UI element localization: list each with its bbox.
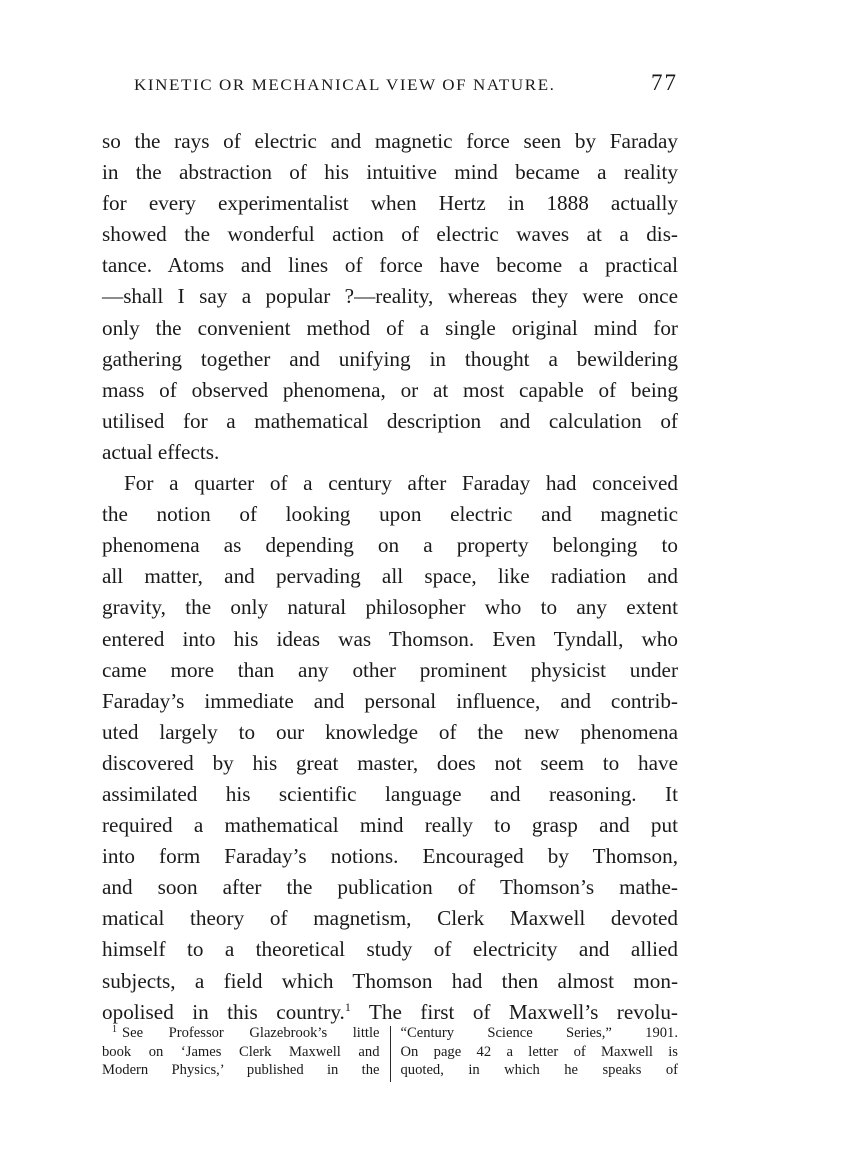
text-line: —shall I say a popular ?—reality, whereas they were once [102,284,678,309]
text-fragment: The first of Maxwell’s revolu- [368,999,678,1024]
text-line: all matter, and pervading all space, like radiation and [102,564,678,589]
text-line: entered into his ideas was Thomson. Even Tyndall, who [102,626,678,651]
text-line: in the abstraction of his intuitive mind became a reality [102,160,678,185]
text-line: Faraday’s immediate and personal influence, and contrib- [102,688,678,713]
text-line: mass of observed phenomena, or at most capable of being [102,377,678,402]
footnote-column-right [401,1024,679,1086]
text-line: phenomena as depending on a property belonging to [102,533,678,558]
footnote-text: See Professor Glazebrook’s little [122,1025,380,1041]
footnote-line: book on ‘James Clerk Maxwell and [102,1043,380,1060]
text-line: the notion of looking upon electric and magnetic [102,502,678,527]
footnote-line: quoted, in which he speaks of [400,1062,678,1078]
text-line: uted largely to our knowledge of the new phenomena [102,719,678,744]
text-line: tance. Atoms and lines of force have become a practical [102,253,678,278]
footnote-column-divider [390,1026,391,1082]
text-line: showed the wonderful action of electric waves at a dis- [102,222,678,247]
text-line: utilised for a mathematical description and calculation of [102,408,678,433]
running-title: KINETIC OR MECHANICAL VIEW OF NATURE. [134,75,556,94]
footnote-marker: 1 [112,1024,117,1035]
text-line: only the convenient method of a single original mind for [102,315,678,340]
text-fragment: opolised in this country. [102,999,345,1024]
footnote-line: Modern Physics,’ published in the [102,1062,380,1078]
text-line: came more than any other prominent physicist under [102,657,678,682]
footnote-line: On page 42 a letter of Maxwell is [400,1043,678,1060]
running-head [134,70,678,100]
text-line: discovered by his great master, does not seem to have [102,750,678,775]
text-line: subjects, a field which Thomson had then almost mon- [102,968,678,993]
footnote-line [102,1024,380,1043]
paragraph-end-line: actual effects. [102,439,220,464]
text-line: assimilated his scientific language and reasoning. It [102,781,678,806]
text-line: gathering together and unifying in thought a bewildering [102,346,678,371]
footnote-line: “Century Science Series,” 1901. [400,1025,678,1041]
text-line: matical theory of magnetism, Clerk Maxwell devoted [102,906,678,931]
text-line: required a mathematical mind really to grasp and put [102,813,678,838]
text-line: so the rays of electric and magnetic force seen by Faraday [102,129,678,153]
text-line: himself to a theoretical study of electricity and allied [102,937,678,962]
footnote-reference[interactable]: 1 [344,999,351,1014]
footnotes [102,1024,678,1086]
text-line: and soon after the publication of Thomson’s mathe- [102,875,678,900]
text-line: gravity, the only natural philosopher who to any extent [102,595,678,620]
body-text [102,126,678,1028]
page-number: 77 [651,70,678,95]
paragraph-start-line: For a quarter of a century after Faraday had conceived [124,471,678,496]
text-line: for every experimentalist when Hertz in 1888 actually [102,191,678,216]
text-line: into form Faraday’s notions. Encouraged by Thomson, [102,844,678,869]
footnote-column-left [102,1024,380,1086]
